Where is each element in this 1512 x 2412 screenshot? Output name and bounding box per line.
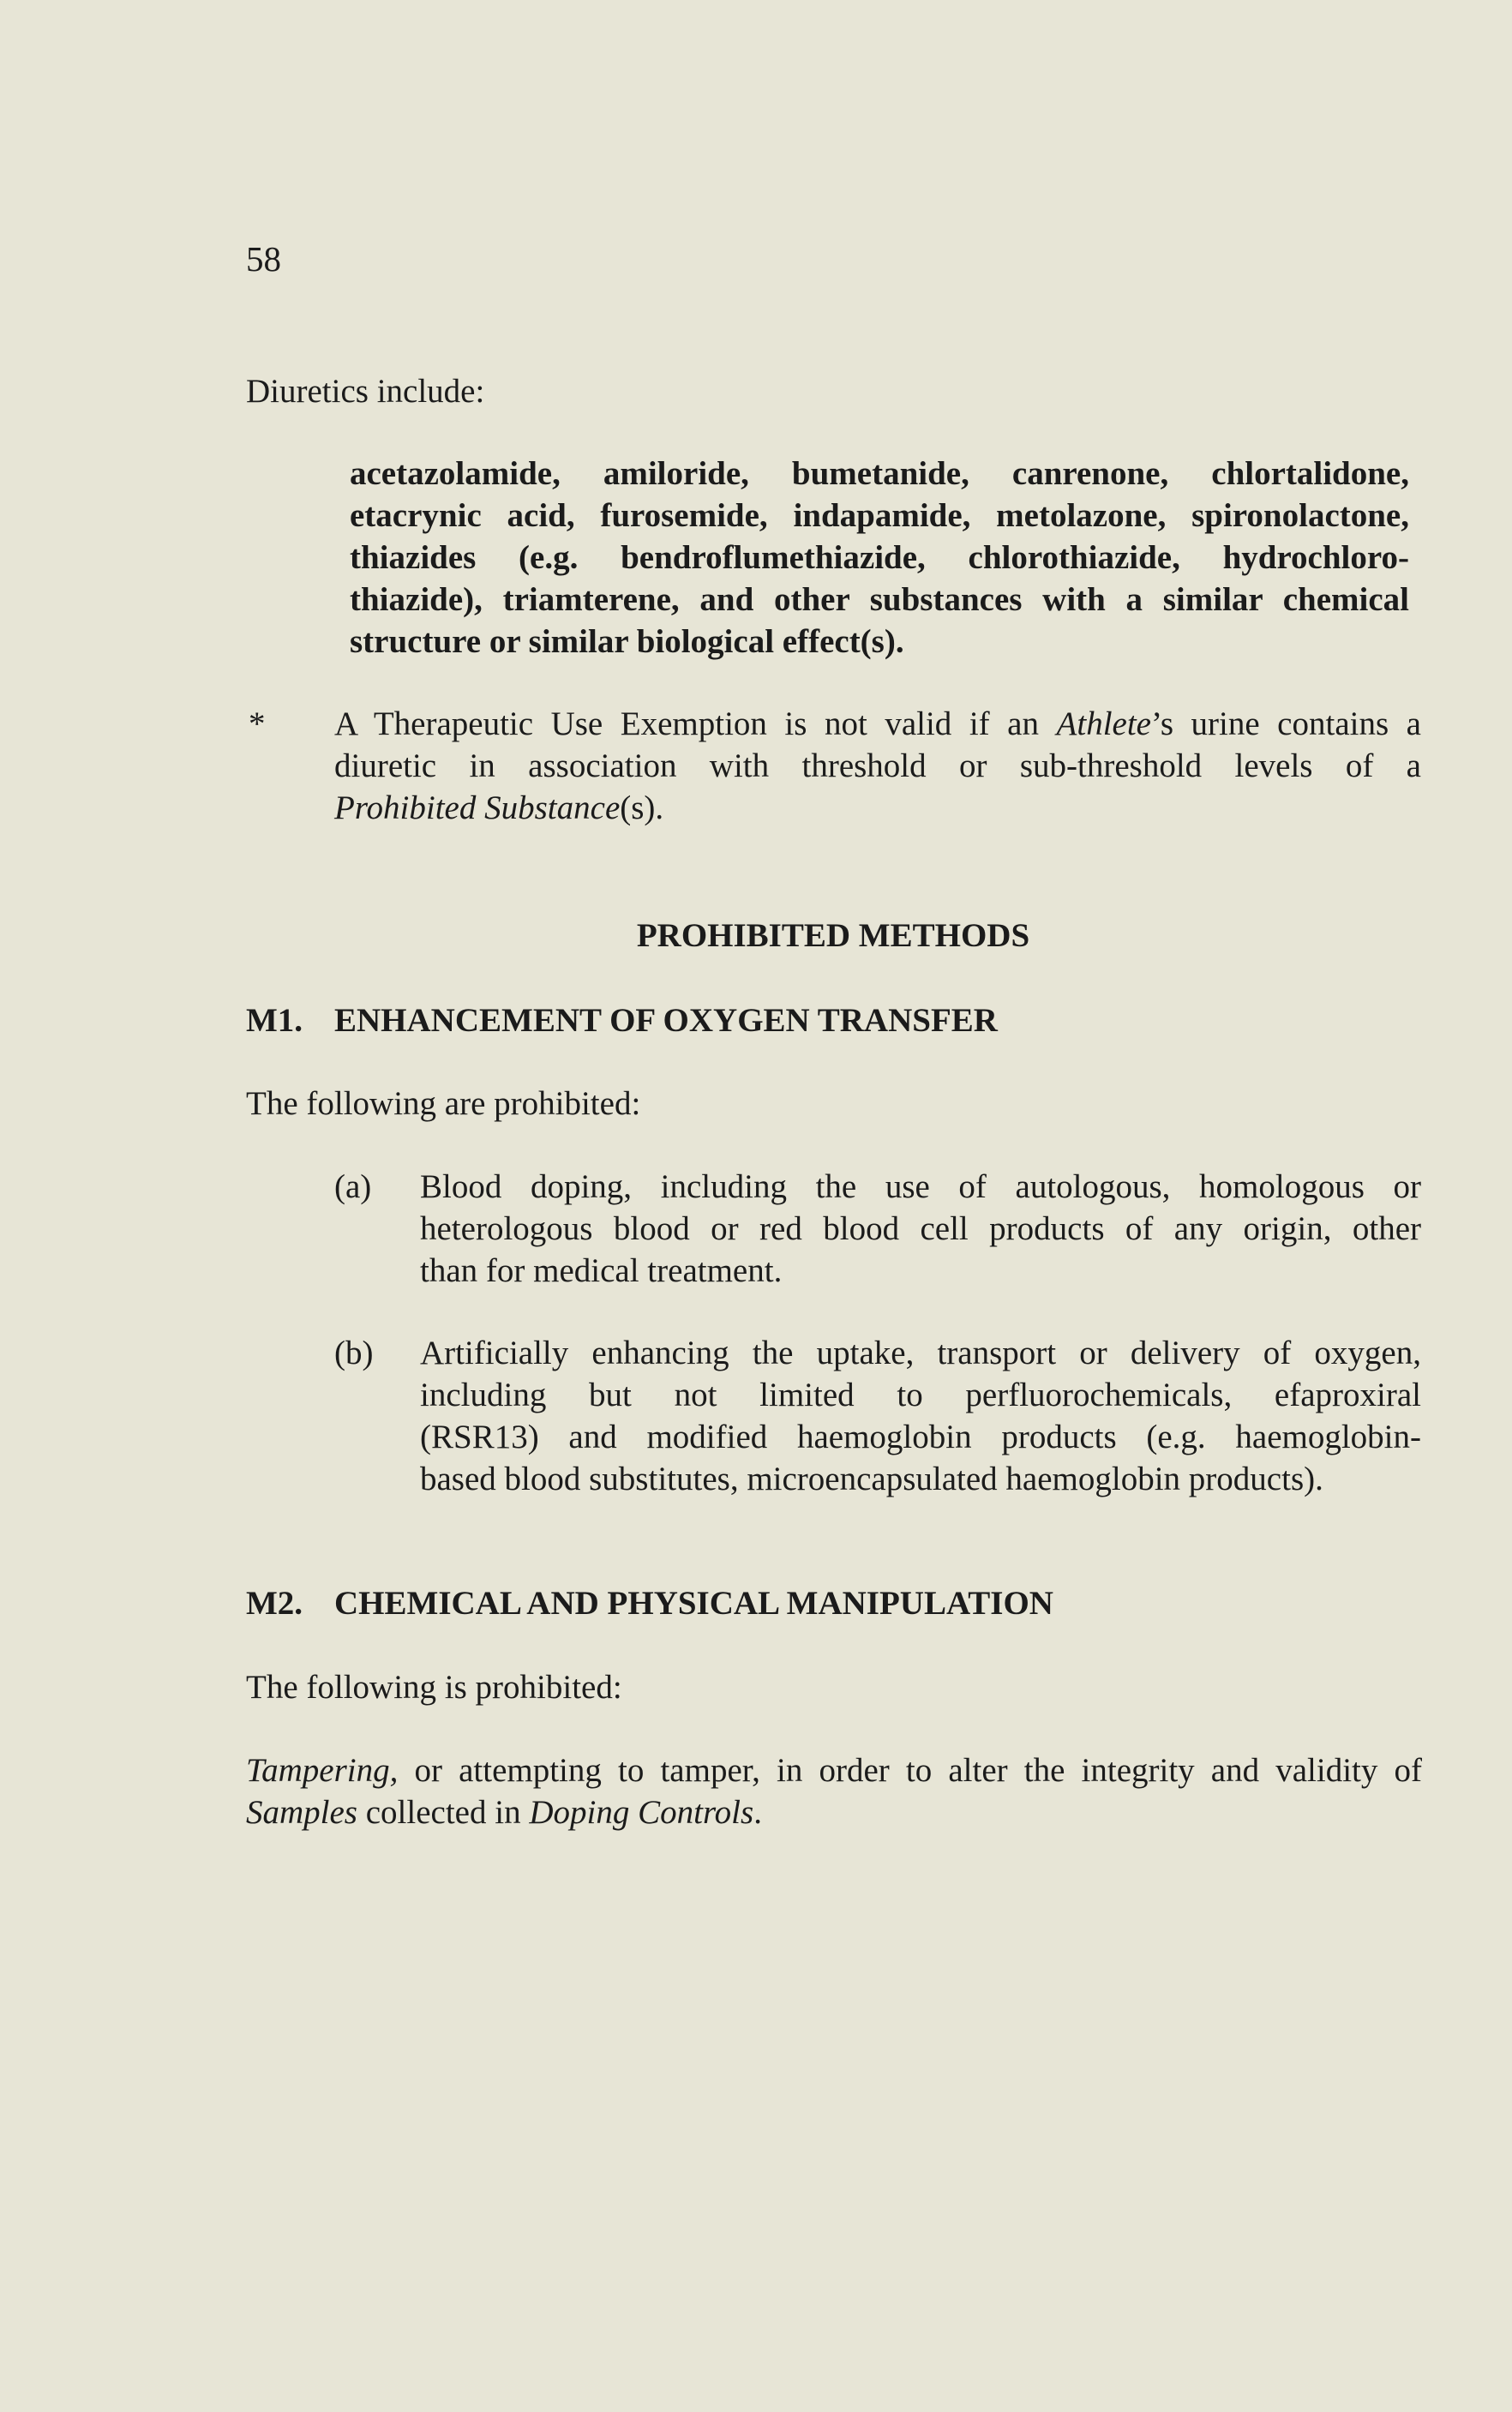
diuretics-list-line: thiazide), triamterene, and other substances with a similar chemical <box>350 581 1409 618</box>
item-b-line: Artificially enhancing the uptake, transport or delivery of oxygen, <box>420 1335 1421 1371</box>
tampering-term: Tampering, <box>246 1752 399 1789</box>
diuretics-list-line: structure or similar biological effect(s). <box>350 623 904 660</box>
diuretics-list-line: etacrynic acid, furosemide, indapamide, metolazone, spironolactone, <box>350 497 1409 534</box>
note-asterisk: * <box>249 705 266 742</box>
m1-title: ENHANCEMENT OF OXYGEN TRANSFER <box>334 1002 998 1039</box>
diuretics-list-line: thiazides (e.g. bendroflumethiazide, chlorothiazide, hydrochloro- <box>350 539 1409 576</box>
tue-note-line: A Therapeutic Use Exemption is not valid if an Athlete’s urine contains a <box>334 705 1421 742</box>
prohibited-methods-heading: PROHIBITED METHODS <box>636 917 1030 954</box>
item-b-label: (b) <box>334 1335 374 1371</box>
item-b-line: including but not limited to perfluorochemicals, efaproxiral <box>420 1377 1421 1413</box>
item-a-line: Blood doping, including the use of autologous, homologous or <box>420 1168 1421 1205</box>
diuretics-list-line: acetazolamide, amiloride, bumetanide, canrenone, chlortalidone, <box>350 455 1409 492</box>
item-b-text <box>420 1332 1421 1500</box>
page-number: 58 <box>246 239 281 279</box>
tampering-line: Samples collected in Doping Controls. <box>246 1794 762 1831</box>
prohibited-substance-term: Prohibited Substance <box>334 789 621 826</box>
m1-code: M1. <box>246 1002 303 1039</box>
item-a-text <box>420 1166 1421 1292</box>
doping-controls-term: Doping Controls <box>529 1794 754 1831</box>
item-a-label: (a) <box>334 1168 372 1205</box>
samples-term: Samples <box>246 1794 357 1831</box>
tue-note-line: Prohibited Substance(s). <box>334 789 664 826</box>
tue-note-line: diuretic in association with threshold or sub-threshold levels of a <box>334 747 1421 784</box>
athlete-term: Athlete <box>1056 705 1151 742</box>
diuretics-list <box>350 453 1409 663</box>
item-a-line: heterologous blood or red blood cell products of any origin, other <box>420 1210 1421 1247</box>
diuretics-intro: Diuretics include: <box>246 373 485 410</box>
m1-intro: The following are prohibited: <box>246 1085 641 1122</box>
item-b-line: (RSR13) and modified haemoglobin products (e.g. haemoglobin- <box>420 1419 1421 1455</box>
tue-note <box>334 703 1421 829</box>
tampering-paragraph <box>246 1749 1422 1833</box>
m2-intro: The following is prohibited: <box>246 1669 622 1706</box>
m2-title: CHEMICAL AND PHYSICAL MANIPULATION <box>334 1585 1053 1622</box>
item-b-line: based blood substitutes, microencapsulated haemoglobin products). <box>420 1461 1323 1497</box>
item-a-line: than for medical treatment. <box>420 1252 783 1289</box>
tampering-line: Tampering, or attempting to tamper, in order to alter the integrity and validity of <box>246 1752 1422 1789</box>
m2-code: M2. <box>246 1585 303 1622</box>
